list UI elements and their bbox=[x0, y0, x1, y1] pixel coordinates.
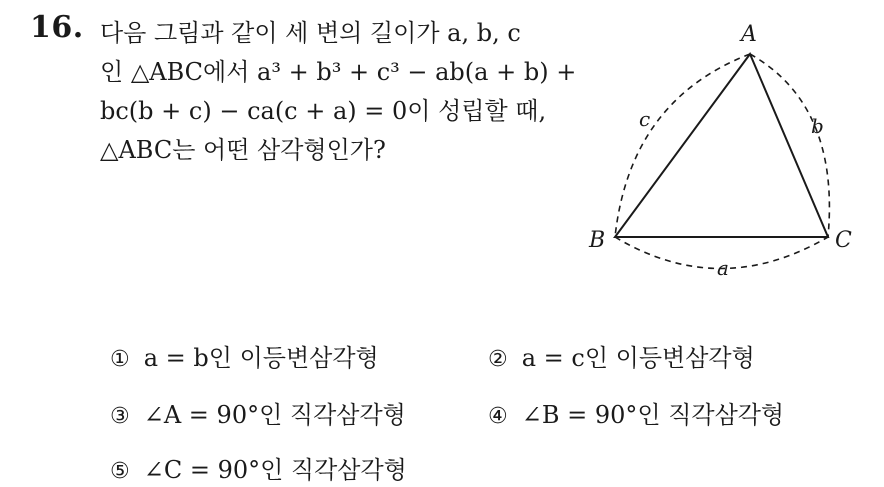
choice-2[interactable] bbox=[488, 343, 755, 375]
side-label-b: b bbox=[811, 114, 824, 138]
choice-3-text: ∠A = 90°인 직각삼각형 bbox=[143, 401, 406, 429]
side-label-a: a bbox=[717, 256, 729, 280]
triangle-figure bbox=[575, 15, 865, 285]
vertex-label-b: B bbox=[589, 228, 606, 253]
choice-3[interactable] bbox=[110, 400, 406, 432]
stem-line-1: 다음 그림과 같이 세 변의 길이가 a, b, c bbox=[100, 19, 521, 47]
choice-2-number: ② bbox=[488, 347, 508, 372]
problem-number: 16. bbox=[30, 10, 84, 45]
vertex-label-c: C bbox=[835, 228, 852, 253]
choice-4-text: ∠B = 90°인 직각삼각형 bbox=[521, 401, 785, 429]
vertex-label-a: A bbox=[741, 22, 757, 47]
side-label-c: c bbox=[639, 107, 651, 131]
choice-1-text: a = b인 이등변삼각형 bbox=[143, 344, 379, 372]
triangle-diagram bbox=[575, 15, 865, 285]
stem-line-2: 인 △ABC에서 a³ + b³ + c³ − ab(a + b) + bbox=[100, 58, 577, 86]
problem-stem bbox=[100, 14, 577, 170]
choice-4[interactable] bbox=[488, 400, 784, 432]
choice-5[interactable] bbox=[110, 455, 407, 487]
stem-line-3: bc(b + c) − ca(c + a) = 0이 성립할 때, bbox=[100, 97, 547, 125]
choice-1[interactable] bbox=[110, 343, 379, 375]
choice-3-number: ③ bbox=[110, 404, 130, 429]
triangle-abc bbox=[615, 54, 828, 237]
choice-4-number: ④ bbox=[488, 404, 508, 429]
stem-line-4: △ABC는 어떤 삼각형인가? bbox=[100, 136, 386, 164]
choice-5-number: ⑤ bbox=[110, 459, 130, 484]
choice-5-text: ∠C = 90°인 직각삼각형 bbox=[143, 456, 407, 484]
choice-2-text: a = c인 이등변삼각형 bbox=[521, 344, 755, 372]
choice-1-number: ① bbox=[110, 347, 130, 372]
